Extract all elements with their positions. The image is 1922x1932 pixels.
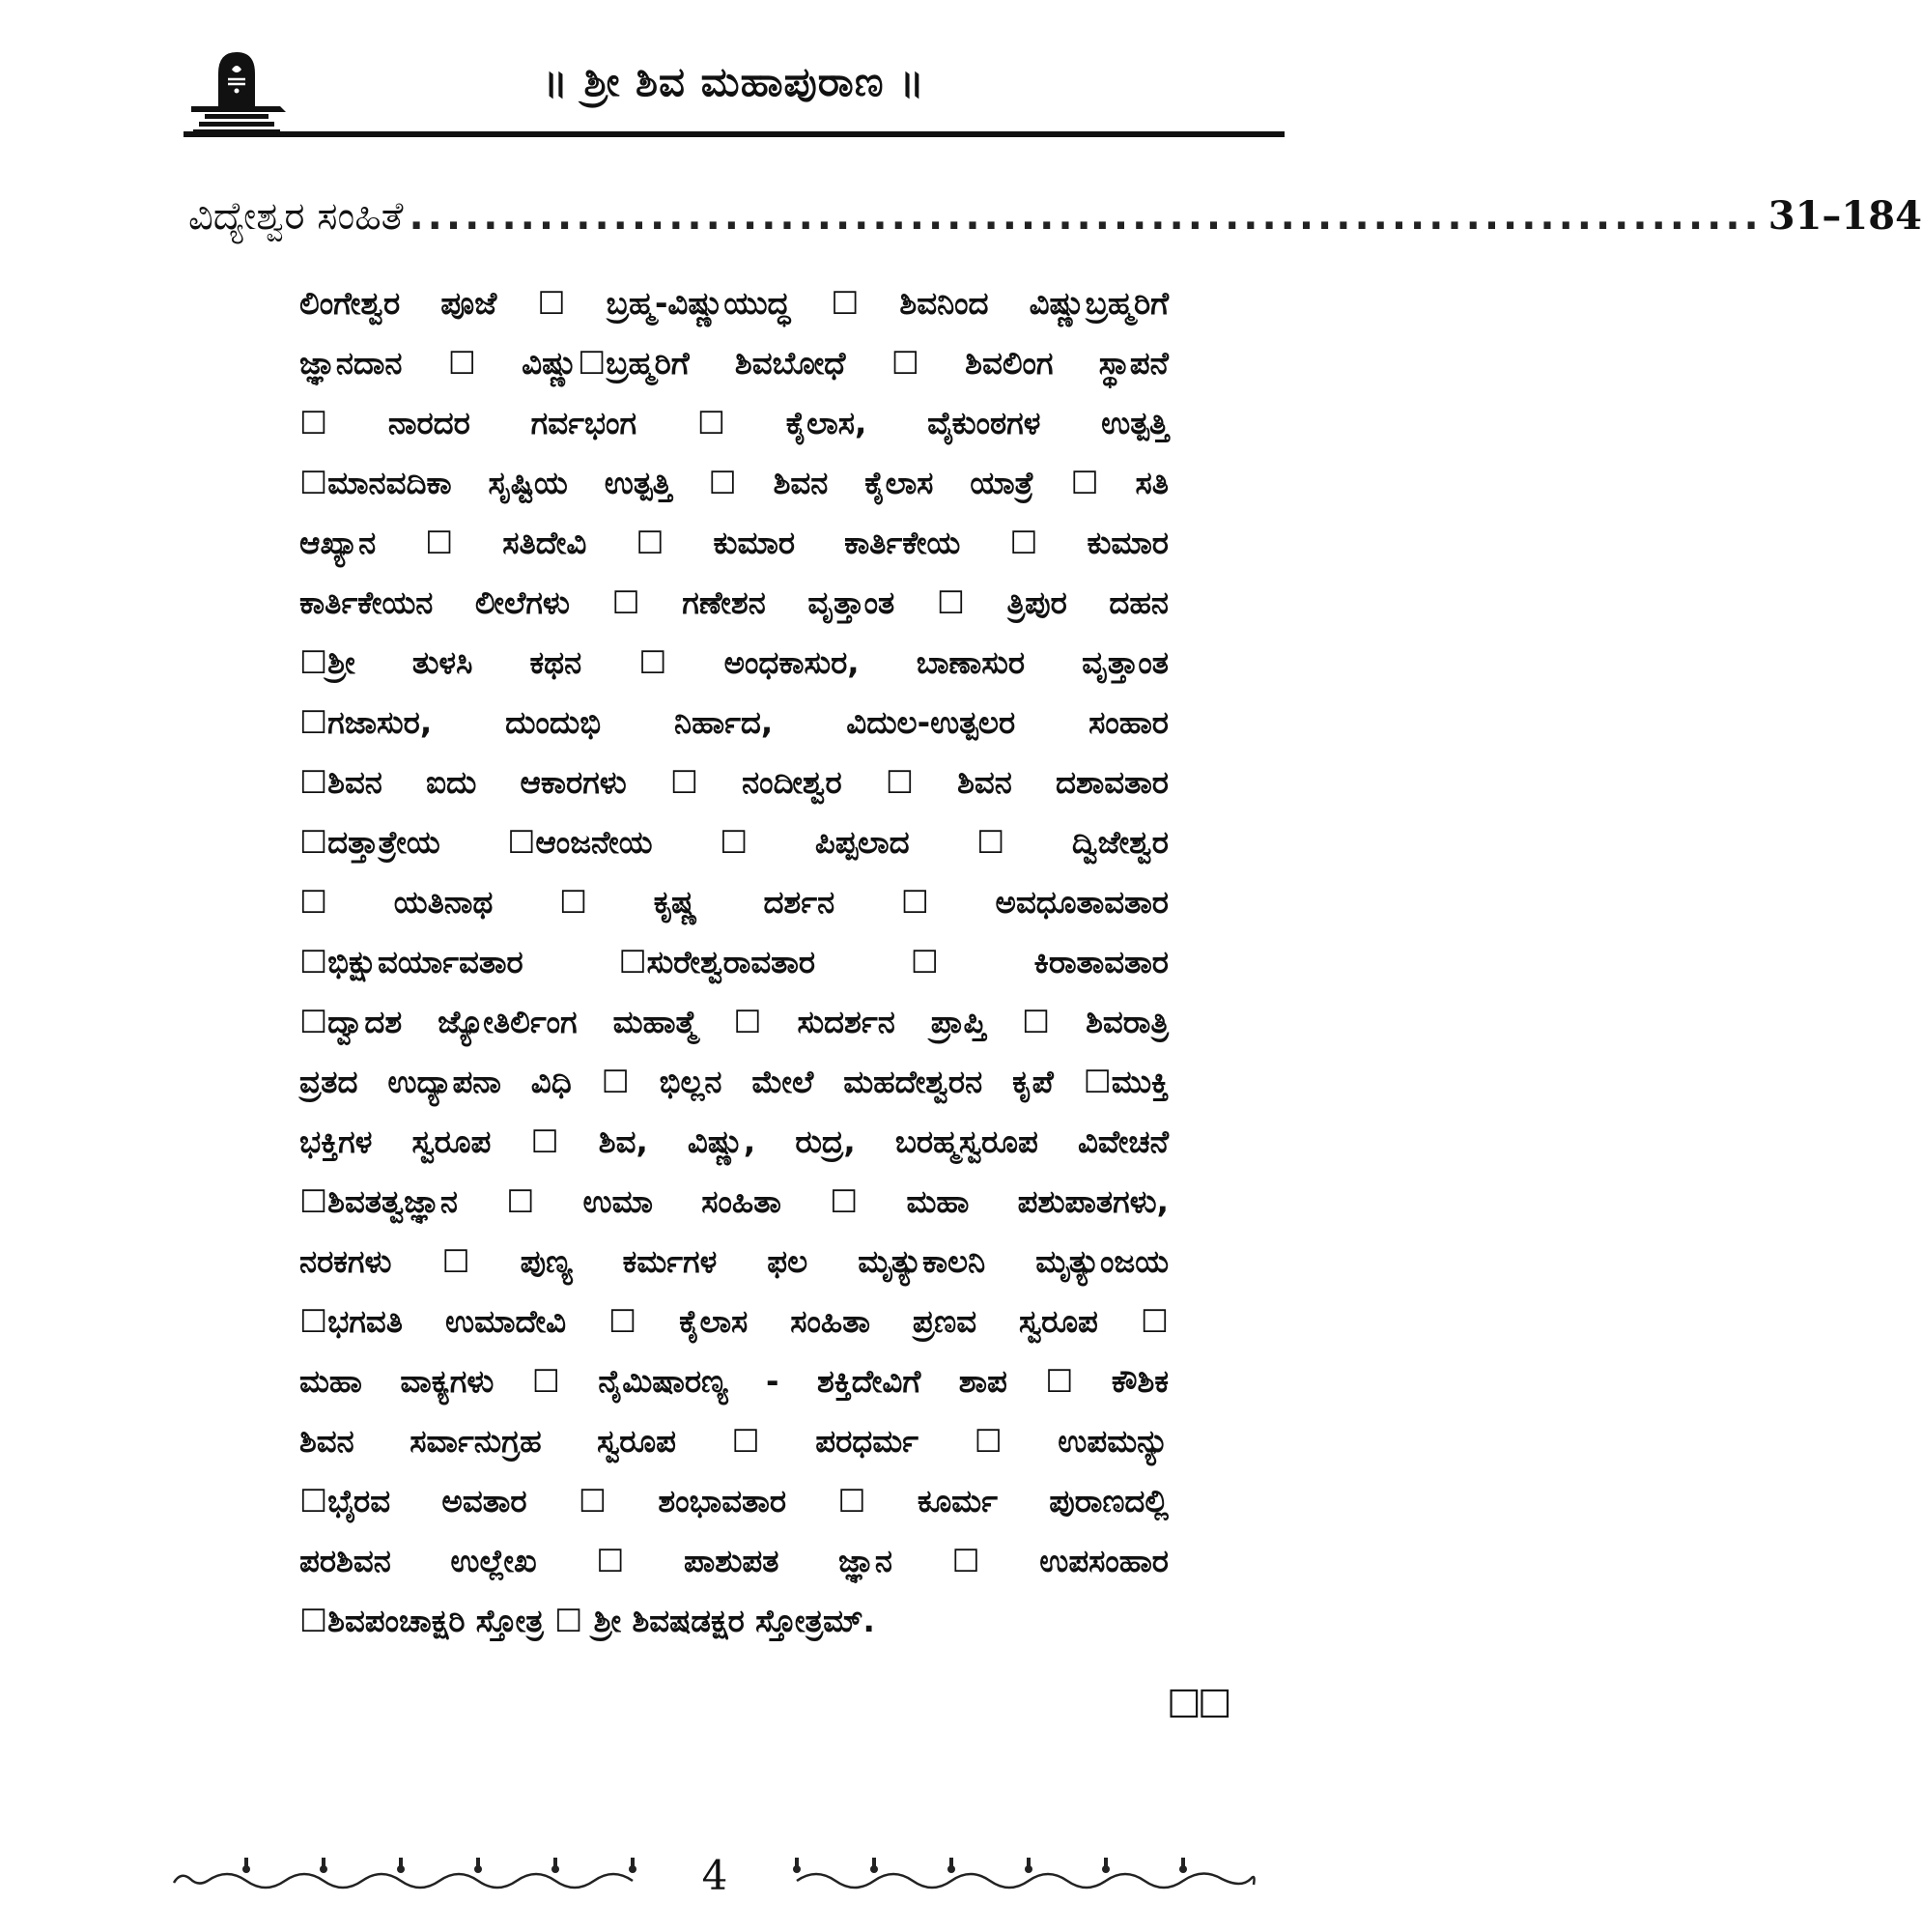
text-line: ☐ಶ್ರೀ ತುಳಸಿ ಕಥನ ☐ ಅಂಧಕಾಸುರ, ಬಾಣಾಸುರ ವೃತ್ತಾಂತ xyxy=(299,644,1169,681)
text-line: ☐ಭೈರವ ಅವತಾರ ☐ ಶಂಭಾವತಾರ ☐ ಕೂರ್ಮ ಪುರಾಣದಲ್ಲಿ xyxy=(299,1483,1169,1520)
text-line: ಜ್ಞಾನದಾನ ☐ ವಿಷ್ಣು☐ಬ್ರಹ್ಮರಿಗೆ ಶಿವಬೋಧೆ ☐ ಶಿವಲಿಂಗ ಸ್ಥಾಪನೆ xyxy=(299,345,1169,382)
header-title: ॥ ಶ್ರೀ ಶಿವ ಮಹಾಪುರಾಣ ॥ xyxy=(543,58,925,105)
page-header xyxy=(184,39,1285,145)
text-line: ☐ಭಿಕ್ಷುವರ್ಯಾವತಾರ ☐ಸುರೇಶ್ವರಾವತಾರ ☐ ಕಿರಾತಾವತಾರ xyxy=(299,944,1169,980)
page-number: 4 xyxy=(701,1852,728,1899)
text-line: ☐ದತ್ತಾತ್ರೇಯ ☐ಆಂಜನೇಯ ☐ ಪಿಪ್ಪಲಾದ ☐ ದ್ವಿಜೇಶ್ವರ xyxy=(299,824,1169,861)
end-mark: ☐☐ xyxy=(1167,1683,1229,1727)
text-line: ನರಕಗಳು ☐ ಪುಣ್ಯ ಕರ್ಮಗಳ ಫಲ ಮೃತ್ಯುಕಾಲನಿ ಮೃತ್ಯುಂಜಯ xyxy=(299,1243,1169,1280)
page-footer xyxy=(169,1850,1265,1908)
ornament-right-icon xyxy=(773,1850,1260,1908)
text-line: ಪರಶಿವನ ಉಲ್ಲೇಖ ☐ ಪಾಶುಪತ ಜ್ಞಾನ ☐ ಉಪಸಂಹಾರ xyxy=(299,1543,1169,1579)
section-page-range: 31–184 xyxy=(1767,193,1922,239)
text-line: ಲಿಂಗೇಶ್ವರ ಪೂಜೆ ☐ ಬ್ರಹ್ಮ-ವಿಷ್ಣುಯುದ್ಧ ☐ ಶಿವನಿಂದ ವಿಷ್ಣುಬ್ರಹ್ಮರಿಗೆ xyxy=(299,285,1169,322)
toc-section-entry xyxy=(188,193,1922,251)
dot-leader: ......................................................................... xyxy=(409,194,1763,239)
text-line: ☐ದ್ವಾದಶ ಜ್ಯೋತಿರ್ಲಿಂಗ ಮಹಾತ್ಮೆ ☐ ಸುದರ್ಶನ ಪ್ರಾಪ್ತಿ ☐ ಶಿವರಾತ್ರಿ xyxy=(299,1004,1169,1040)
text-line: ಕಾರ್ತಿಕೇಯನ ಲೀಲೆಗಳು ☐ ಗಣೇಶನ ವೃತ್ತಾಂತ ☐ ತ್ರಿಪುರ ದಹನ xyxy=(299,584,1169,621)
text-line: ☐ ಯತಿನಾಥ ☐ ಕೃಷ್ಣ ದರ್ಶನ ☐ ಅವಧೂತಾವತಾರ xyxy=(299,884,1169,921)
text-line: ☐ ನಾರದರ ಗರ್ವಭಂಗ ☐ ಕೈಲಾಸ, ವೈಕುಂಠಗಳ ಉತ್ಪತ್ತಿ xyxy=(299,405,1169,441)
text-line: ಭಕ್ತಿಗಳ ಸ್ವರೂಪ ☐ ಶಿವ, ವಿಷ್ಣು, ರುದ್ರ, ಬರಹ್ಮಸ್ವರೂಪ ವಿವೇಚನೆ xyxy=(299,1123,1169,1160)
section-title: ವಿದ್ಯೇಶ್ವರ ಸಂಹಿತೆ xyxy=(188,194,404,239)
text-line: ಆಖ್ಯಾನ ☐ ಸತಿದೇವಿ ☐ ಕುಮಾರ ಕಾರ್ತಿಕೇಯ ☐ ಕುಮಾರ xyxy=(299,525,1169,561)
contents-paragraph xyxy=(299,273,1169,1651)
text-line: ☐ಶಿವಪಂಚಾಕ್ಷರಿ ಸ್ತೋತ್ರ ☐ ಶ್ರೀ ಶಿವಷಡಕ್ಷರ ಸ್ತೋತ್ರಮ್. xyxy=(299,1603,875,1639)
header-rule xyxy=(184,131,1285,137)
text-line: ☐ಭಗವತಿ ಉಮಾದೇವಿ ☐ ಕೈಲಾಸ ಸಂಹಿತಾ ಪ್ರಣವ ಸ್ವರೂಪ ☐ xyxy=(299,1303,1169,1340)
text-line: ☐ಗಜಾಸುರ, ದುಂದುಭಿ ನಿರ್ಹಾದ, ವಿದುಲ-ಉತ್ಪಲರ ಸಂಹಾರ xyxy=(299,704,1169,741)
text-line: ☐ಮಾನವದಿಕಾ ಸೃಷ್ಟಿಯ ಉತ್ಪತ್ತಿ ☐ ಶಿವನ ಕೈಲಾಸ ಯಾತ್ರೆ ☐ ಸತಿ xyxy=(299,465,1169,501)
text-line: ಶಿವನ ಸರ್ವಾನುಗ್ರಹ ಸ್ವರೂಪ ☐ ಪರಧರ್ಮ ☐ ಉಪಮನ್ಯು xyxy=(299,1423,1169,1460)
text-line: ☐ಶಿವನ ಐದು ಆಕಾರಗಳು ☐ ನಂದೀಶ್ವರ ☐ ಶಿವನ ದಶಾವತಾರ xyxy=(299,764,1169,801)
ornament-left-icon xyxy=(169,1850,657,1908)
text-line: ವ್ರತದ ಉದ್ಯಾಪನಾ ವಿಧಿ ☐ ಭಿಲ್ಲನ ಮೇಲೆ ಮಹದೇಶ್ವರನ ಕೃಪೆ ☐ಮುಕ್ತಿ xyxy=(299,1064,1169,1100)
text-line: ☐ಶಿವತತ್ವಜ್ಞಾನ ☐ ಉಮಾ ಸಂಹಿತಾ ☐ ಮಹಾ ಪಶುಪಾತಗಳು, xyxy=(299,1183,1169,1220)
text-line: ಮಹಾ ವಾಕ್ಯಗಳು ☐ ನೈಮಿಷಾರಣ್ಯ - ಶಕ್ತಿದೇವಿಗೆ ಶಾಪ ☐ ಕೌಶಿಕ xyxy=(299,1363,1169,1400)
